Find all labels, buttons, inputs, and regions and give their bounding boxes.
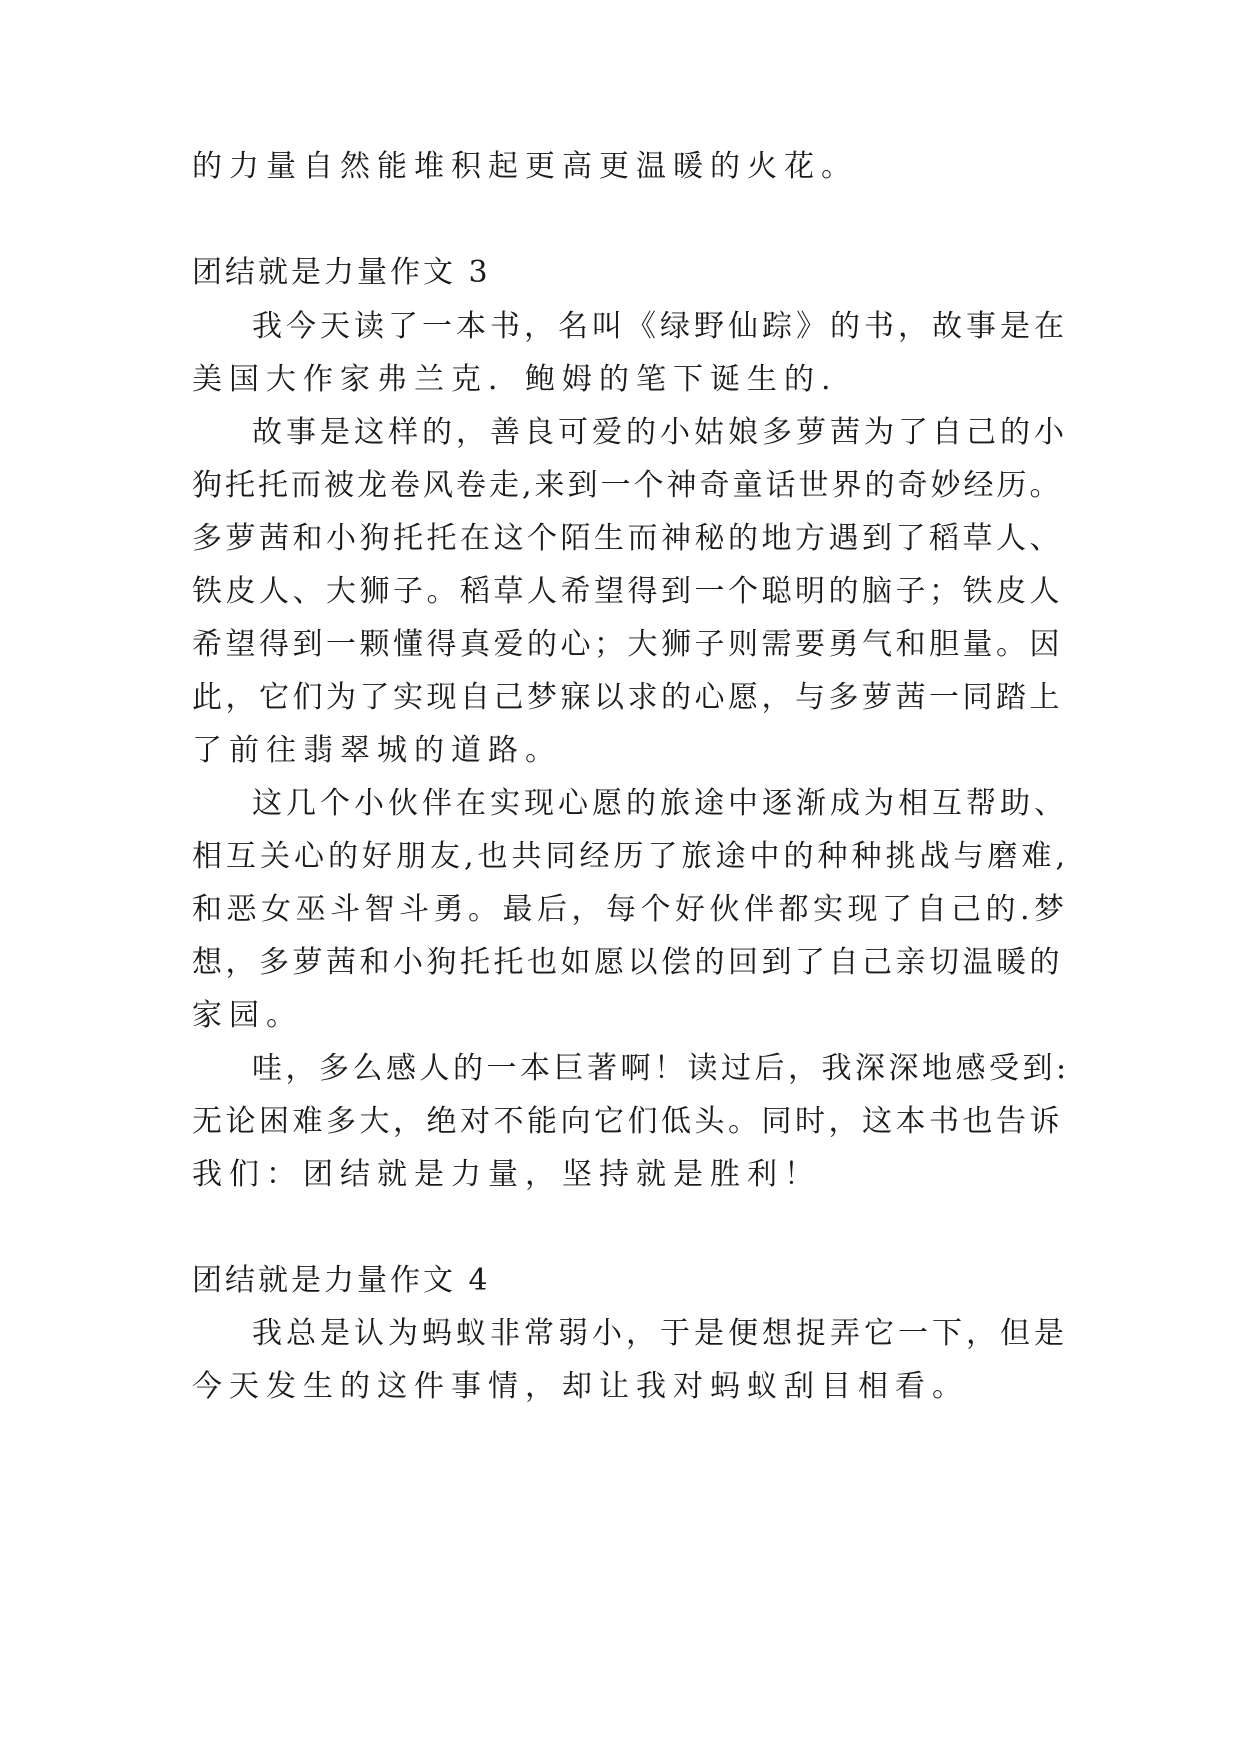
paragraph-line: 希望得到一颗懂得真爱的心；大狮子则需要勇气和胆量。因 <box>192 627 1063 662</box>
paragraph-line: 美国大作家弗兰克．鲍姆的笔下诞生的. <box>192 362 838 397</box>
paragraph-line: 铁皮人、大狮子。稻草人希望得到一个聪明的脑子；铁皮人 <box>192 574 1063 609</box>
paragraph-line: 多萝茜和小狗托托在这个陌生而神秘的地方遇到了稻草人、 <box>192 521 1063 556</box>
section-title: 团结就是力量作文 3 <box>192 255 491 290</box>
paragraph-line: 我今天读了一本书，名叫《绿野仙踪》的书，故事是在 <box>252 309 1068 344</box>
paragraph-line: 哇，多么感人的一本巨著啊！读过后，我深深地感受到: <box>252 1051 1070 1086</box>
section-title: 团结就是力量作文 4 <box>192 1263 491 1298</box>
paragraph-line: 狗托托而被龙卷风卷走,来到一个神奇童话世界的奇妙经历。 <box>192 468 1063 503</box>
paragraph-line: 的力量自然能堆积起更高更温暖的火花。 <box>192 149 858 184</box>
paragraph-line: 我总是认为蚂蚁非常弱小，于是便想捉弄它一下，但是 <box>252 1316 1068 1351</box>
paragraph-line: 这几个小伙伴在实现心愿的旅途中逐渐成为相互帮助、 <box>252 786 1068 821</box>
paragraph-line: 此，它们为了实现自己梦寐以求的心愿，与多萝茜一同踏上 <box>192 680 1063 715</box>
paragraph-line: 和恶女巫斗智斗勇。最后，每个好伙伴都实现了自己的.梦 <box>192 892 1069 927</box>
paragraph-line: 相互关心的好朋友,也共同经历了旅途中的种种挑战与磨难, <box>192 839 1070 874</box>
paragraph-line: 家园。 <box>192 998 303 1033</box>
paragraph-line: 想，多萝茜和小狗托托也如愿以偿的回到了自己亲切温暖的 <box>192 945 1063 980</box>
paragraph-line: 故事是这样的，善良可爱的小姑娘多萝茜为了自己的小 <box>252 415 1068 450</box>
paragraph-line: 无论困难多大，绝对不能向它们低头。同时，这本书也告诉 <box>192 1104 1063 1139</box>
paragraph-line: 我们：团结就是力量，坚持就是胜利！ <box>192 1157 821 1192</box>
paragraph-line: 了前往翡翠城的道路。 <box>192 733 562 768</box>
paragraph-line: 今天发生的这件事情，却让我对蚂蚁刮目相看。 <box>192 1369 969 1404</box>
